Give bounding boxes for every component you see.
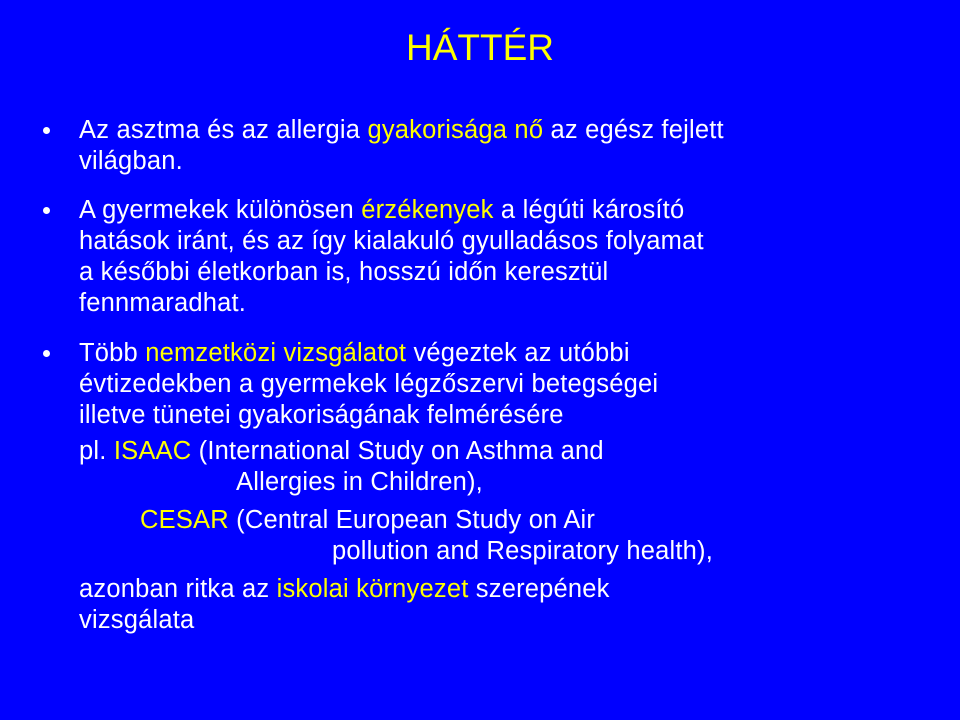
- highlight-text: gyakorisága nő: [367, 116, 544, 144]
- cesar-line-cont: pollution and Respiratory health),: [332, 537, 714, 565]
- highlight-text: érzékenyek: [361, 196, 494, 224]
- highlight-text: iskolai környezet: [276, 575, 469, 603]
- text: az egész fejlett: [543, 116, 724, 144]
- highlight-text: nemzetközi vizsgálatot: [145, 339, 407, 367]
- bullet-dot-icon: [43, 350, 50, 357]
- closing-line-cont: vizsgálata: [79, 606, 195, 634]
- bullet-line: [79, 338, 939, 369]
- bullet-line: [79, 195, 939, 226]
- text: végeztek az utóbbi: [406, 339, 630, 367]
- isaac-line: [79, 436, 604, 467]
- bullet-line: a későbbi életkorban is, hosszú időn keresztül: [79, 258, 609, 286]
- bullet-dot-icon: [43, 207, 50, 214]
- bullet-sensitivity: [79, 195, 939, 319]
- isaac-acronym: ISAAC: [113, 437, 192, 465]
- text: szerepének: [468, 575, 610, 603]
- text: Az asztma és az allergia: [79, 116, 368, 144]
- bullet-dot-icon: [43, 127, 50, 134]
- bullet-prevalence: [79, 115, 939, 177]
- bullet-studies: [79, 338, 939, 431]
- bullet-line: fennmaradhat.: [79, 289, 247, 317]
- bullet-line: [79, 115, 939, 146]
- text: (International Study on Asthma and: [191, 437, 604, 465]
- cesar-line: [140, 505, 595, 536]
- text: azonban ritka az: [79, 575, 277, 603]
- slide-title: HÁTTÉR: [406, 27, 554, 68]
- text: Több: [79, 339, 146, 367]
- text: (Central European Study on Air: [228, 506, 596, 534]
- text: pl.: [79, 437, 114, 465]
- bullet-line: évtizedekben a gyermekek légzőszervi betegségei: [79, 370, 659, 398]
- bullet-line: illetve tünetei gyakoriságának felmérésére: [79, 401, 564, 429]
- closing-line: [79, 574, 610, 605]
- text: A gyermekek különösen: [79, 196, 362, 224]
- text: a légúti károsító: [493, 196, 685, 224]
- isaac-line-cont: Allergies in Children),: [236, 468, 483, 496]
- bullet-line: hatások iránt, és az így kialakuló gyulladásos folyamat: [79, 227, 704, 255]
- bullet-line: világban.: [79, 147, 183, 175]
- cesar-acronym: CESAR: [140, 506, 229, 534]
